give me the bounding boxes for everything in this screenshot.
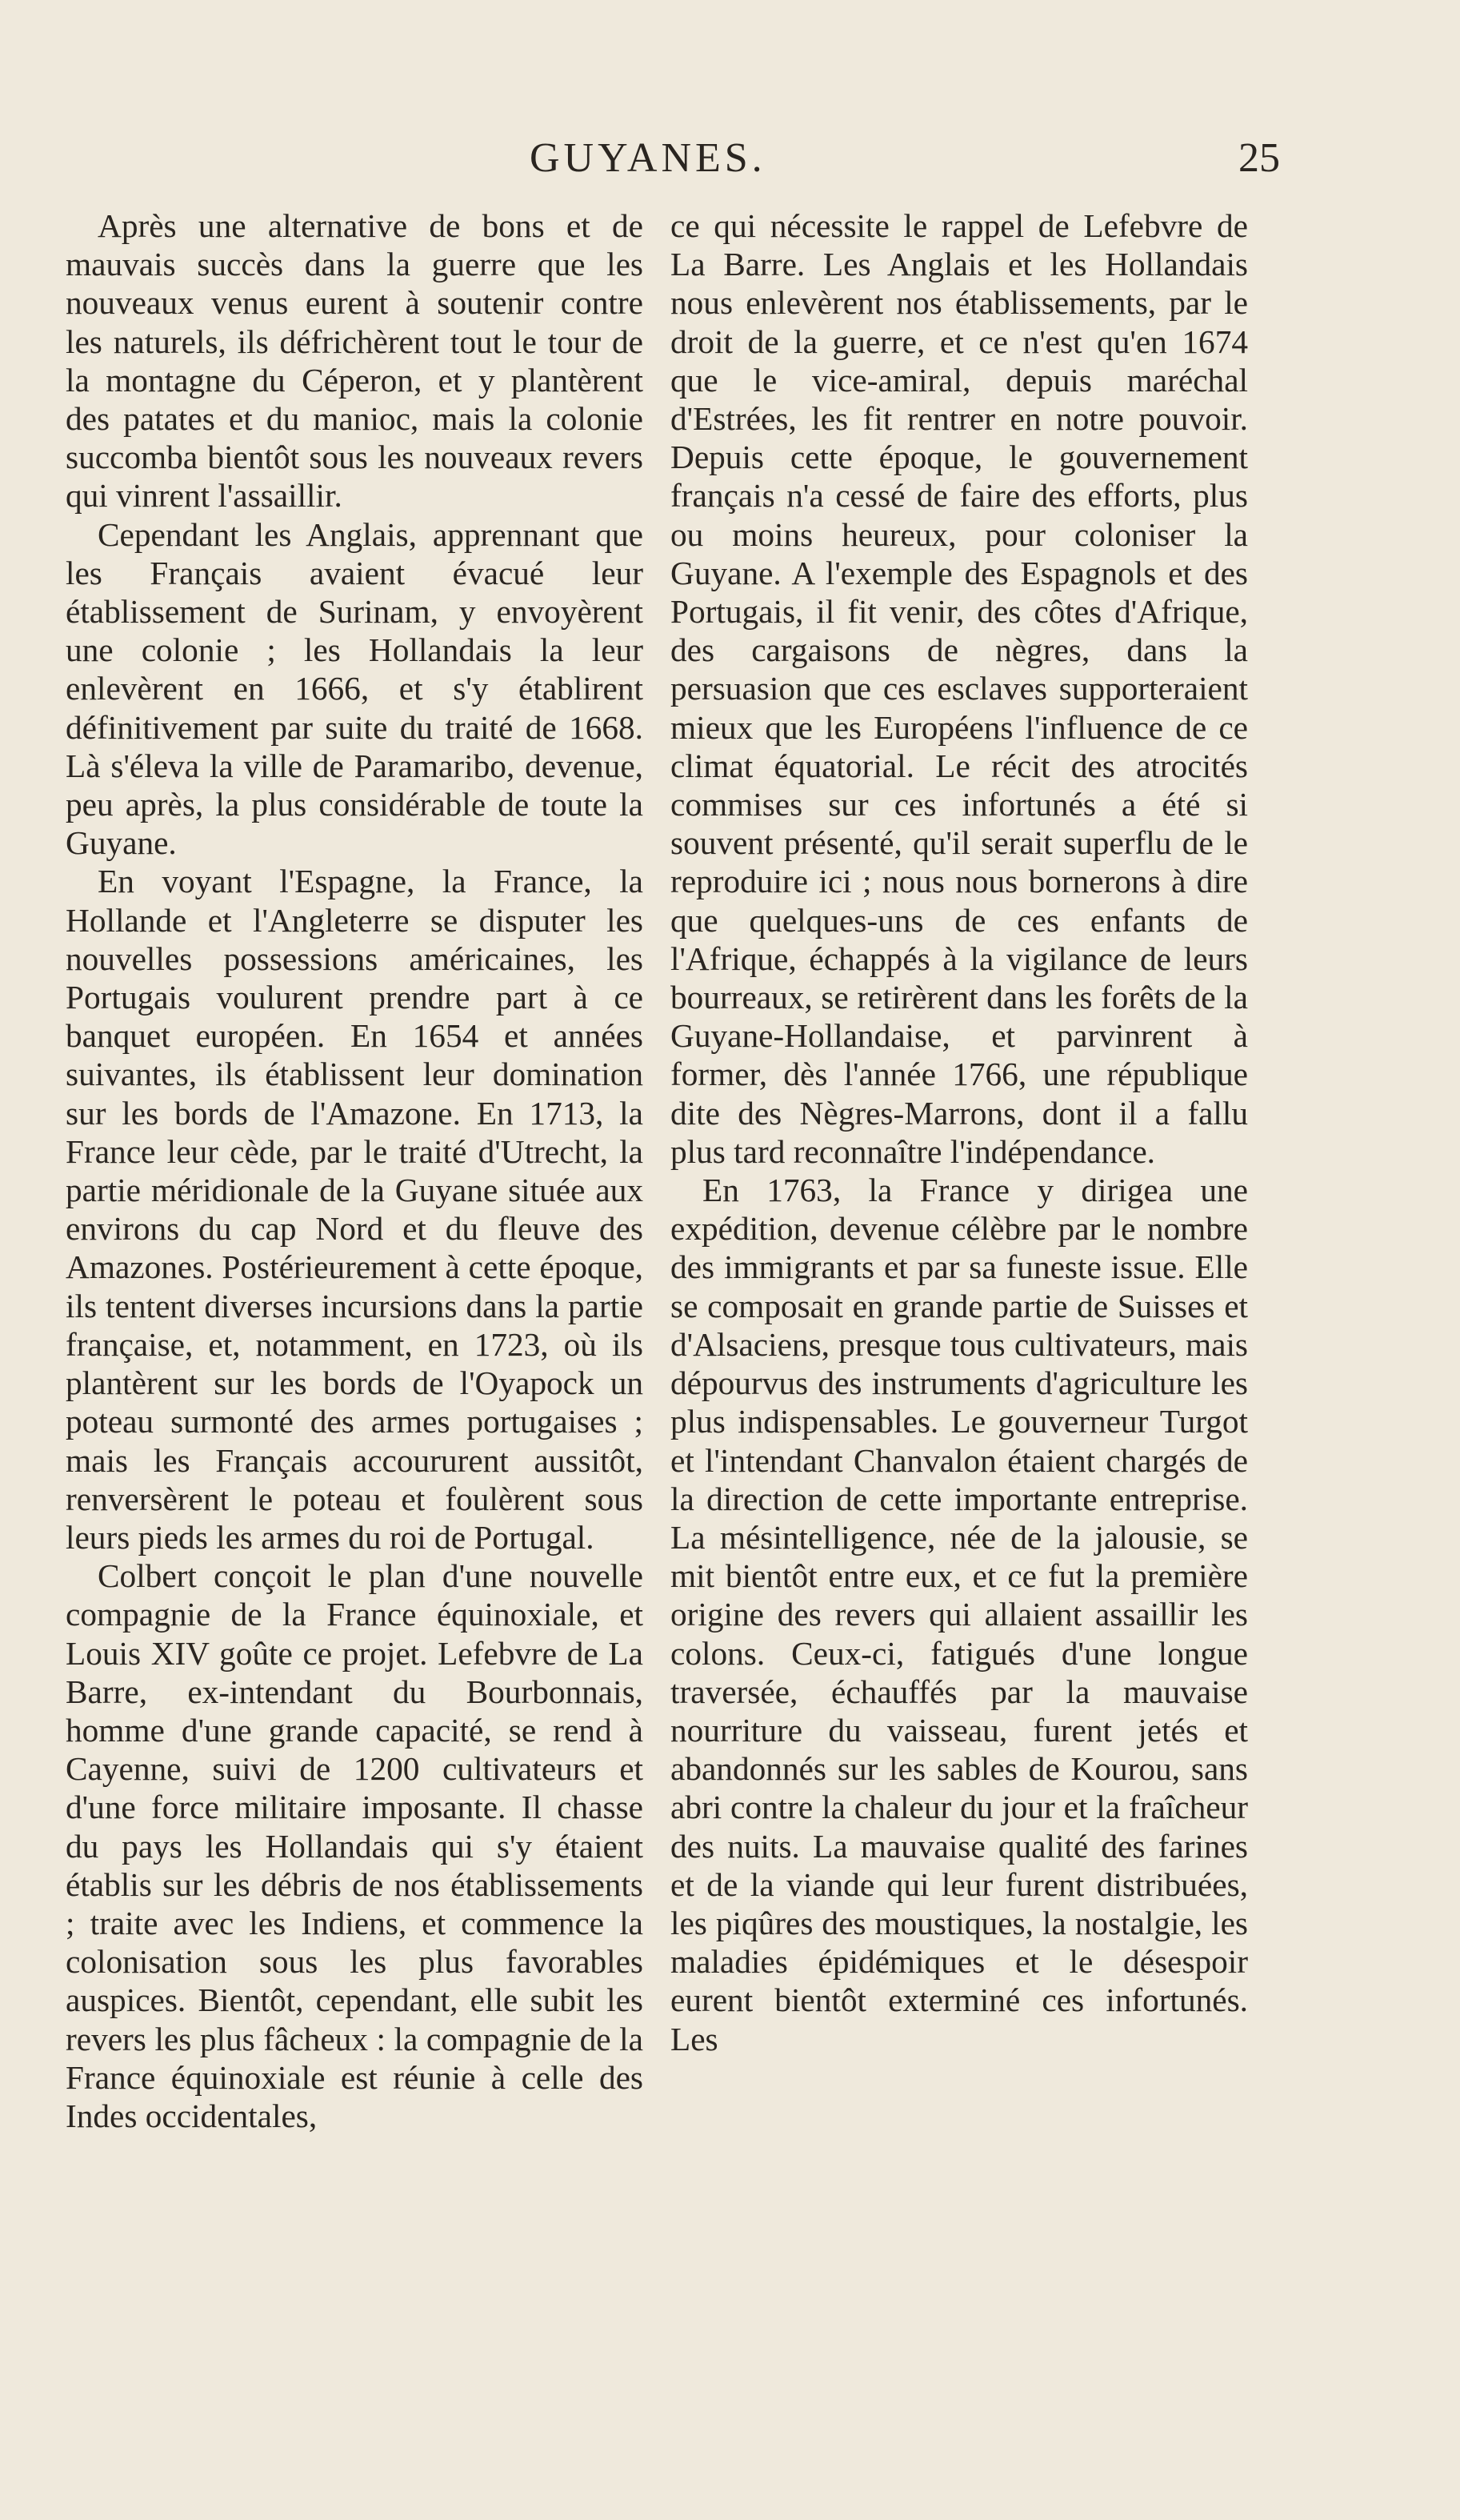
- running-head: GUYANES.: [530, 135, 766, 181]
- paragraph: Colbert conçoit le plan d'une nouvelle compagnie de la France équinoxiale, et Louis XIV goûte ce projet. Lefebvre de La Barre, ex-intendant du Bourbonnais, homme d'une grande capacité, se rend à Cayenne, suivi de 1200 cultivateurs et d'une force militaire imposante. Il chasse du pays les Hollandais qui s'y étaient établis sur les débris de nos établissements ; traite avec les Indiens, et commence la colonisation sous les plus favorables auspices. Bientôt, cependant, elle subit les revers les plus fâcheux : la compagnie de la France équinoxiale est réunie à celle des Indes occidentales,: [66, 1557, 643, 2134]
- right-column: [670, 206, 1248, 2058]
- paragraph: Après une alternative de bons et de mauvais succès dans la guerre que les nouveaux venus eurent à soutenir contre les naturels, ils défrichèrent tout le tour de la montagne du Céperon, et y plantèrent des patates et du manioc, mais la colonie succomba bientôt sous les nouveaux revers qui vinrent l'assaillir.: [66, 207, 643, 515]
- paragraph: En 1763, la France y dirigea une expédition, devenue célèbre par le nombre des immigrants et par sa funeste issue. Elle se composait en grande partie de Suisses et d'Alsaciens, presque tous cultivateurs, mais dépourvus des instruments d'agriculture les plus indispensables. Le gouverneur Turgot et l'intendant Chanvalon étaient chargés de la direction de cette importante entreprise. La mésintelligence, née de la jalousie, se mit bientôt entre eux, et ce fut la première origine des revers qui allaient assaillir les colons. Ceux-ci, fatigués d'une longue traversée, échauffés par la mauvaise nourriture du vaisseau, furent jetés et abandonnés sur les sables de Kourou, sans abri contre la chaleur du jour et la fraîcheur des nuits. La mauvaise qualité des farines et de la viande qui leur furent distribuées, les piqûres des moustiques, la nostalgie, les maladies épidémiques et le désespoir eurent bientôt exterminé ces infortunés. Les: [670, 1172, 1248, 2057]
- page-number: 25: [1238, 135, 1280, 181]
- paragraph: En voyant l'Espagne, la France, la Hollande et l'Angleterre se disputer les nouvelles possessions américaines, les Portugais voulurent prendre part à ce banquet européen. En 1654 et années suivantes, ils établissent leur domination sur les bords de l'Amazone. En 1713, la France leur cède, par le traité d'Utrecht, la partie méridionale de la Guyane située aux environs du cap Nord et du fleuve des Amazones. Postérieurement à cette époque, ils tentent diverses incursions dans la partie française, et, notamment, en 1723, où ils plantèrent sur les bords de l'Oyapock un poteau surmonté des armes portugaises ; mais les Français accoururent aussitôt, renversèrent le poteau et foulèrent sous leurs pieds les armes du roi de Portugal.: [66, 863, 643, 1556]
- paragraph: Cependant les Anglais, apprennant que les Français avaient évacué leur établissement de Surinam, y envoyèrent une colonie ; les Hollandais la leur enlevèrent en 1666, et s'y établirent définitivement par suite du traité de 1668. Là s'éleva la ville de Paramaribo, devenue, peu après, la plus considérable de toute la Guyane.: [66, 515, 643, 862]
- left-column: [66, 206, 643, 2135]
- paragraph-continued: ce qui nécessite le rappel de Lefebvre de La Barre. Les Anglais et les Hollandais nous enlevèrent nos établissements, par le droit de la guerre, et ce n'est qu'en 1674 que le vice-amiral, depuis maréchal d'Estrées, les fit rentrer en notre pouvoir. Depuis cette époque, le gouvernement français n'a cessé de faire des efforts, plus ou moins heureux, pour coloniser la Guyane. A l'exemple des Espagnols et des Portugais, il fit venir, des côtes d'Afrique, des cargaisons de nègres, dans la persuasion que ces esclaves supporteraient mieux que les Européens l'influence de ce climat équatorial. Le récit des atrocités commises sur ces infortunés a été si souvent présenté, qu'il serait superflu de le reproduire ici ; nous nous bornerons à dire que quelques-uns de ces enfants de l'Afrique, échappés à la vigilance de leurs bourreaux, se retirèrent dans les forêts de la Guyane-Hollandaise, et parvinrent à former, dès l'année 1766, une république dite des Nègres-Marrons, dont il a fallu plus tard reconnaître l'indépendance.: [670, 207, 1248, 1170]
